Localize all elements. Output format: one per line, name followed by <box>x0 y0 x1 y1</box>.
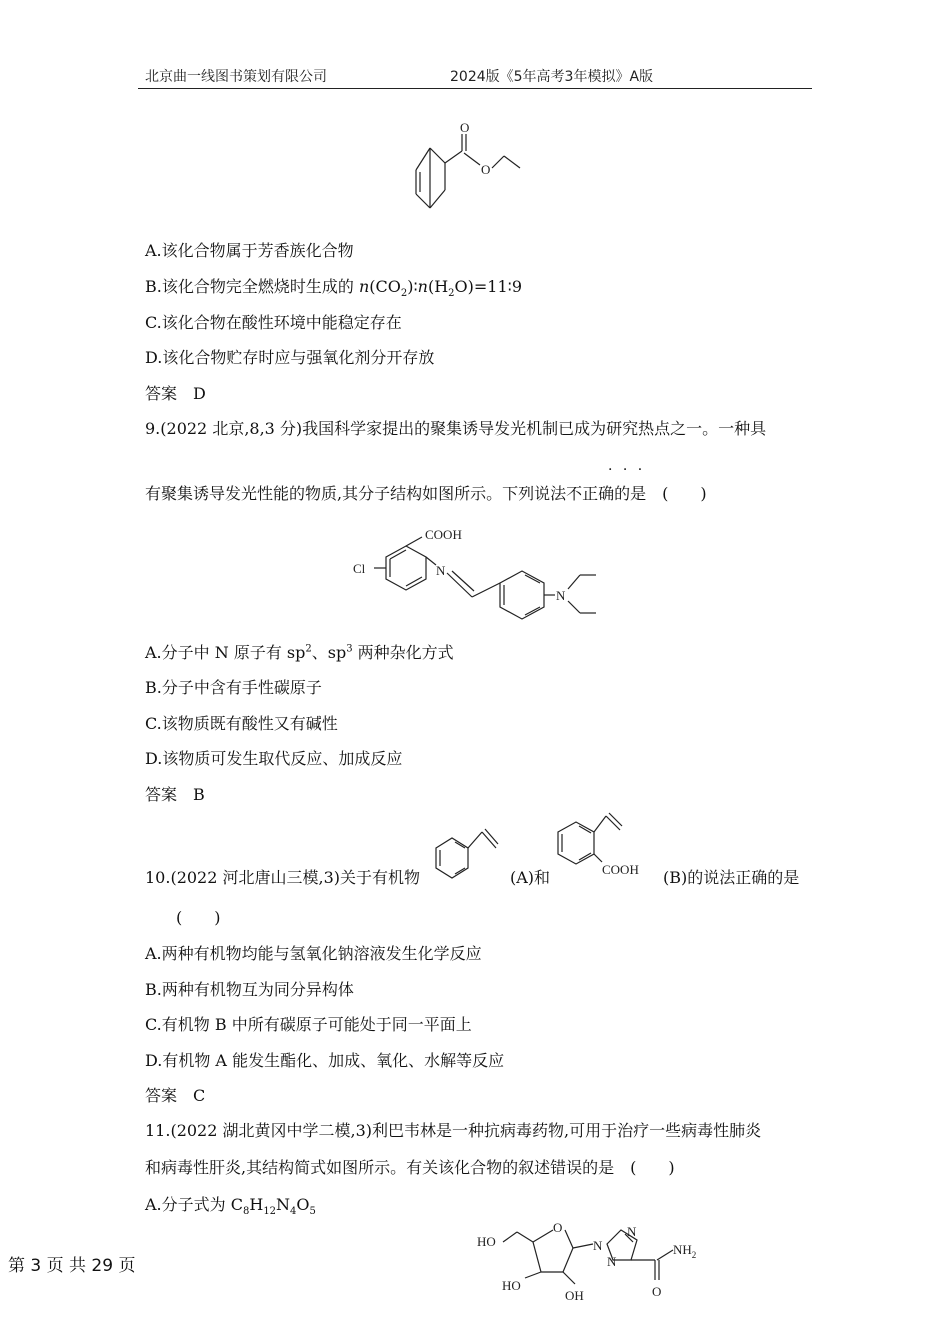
q9-mol-amine-n: N <box>556 588 566 603</box>
q11-mol-nh2: $NH_2$ <box>673 1242 697 1260</box>
q8-molecule-diagram <box>400 118 540 222</box>
q9-mol-cooh: COOH <box>425 527 462 542</box>
q11-option-a: A.分子式为 $C_8H_{12}N_4O_5$ <box>145 1195 316 1218</box>
header-rule <box>138 88 812 89</box>
q8-option-d: D.该化合物贮存时应与强氧化剂分开存放 <box>145 348 435 367</box>
q11-mol-n1: N <box>593 1238 603 1253</box>
q11-mol-n2: N <box>627 1224 637 1239</box>
q11-mol-amide-o: O <box>652 1284 662 1299</box>
q10-stem-a: (A)和 <box>510 868 551 887</box>
q9-answer: 答案 B <box>145 785 205 804</box>
q9-mol-imine-n: N <box>436 563 446 578</box>
q10-option-c: C.有机物 B 中所有碳原子可能处于同一平面上 <box>145 1015 472 1034</box>
q10-mol-b-cooh: COOH <box>602 862 639 877</box>
q11-mol-n3: N <box>607 1254 617 1269</box>
q9-stem-line2: 有聚集诱导发光性能的物质,其分子结构如图所示。下列说法不正确的是 ( ) <box>145 484 707 503</box>
q10-molecule-b-diagram <box>552 812 657 886</box>
q8-option-c: C.该化合物在酸性环境中能稳定存在 <box>145 313 402 332</box>
q10-stem-b: (B)的说法正确的是 <box>663 868 800 887</box>
q11-stem-line2: 和病毒性肝炎,其结构简式如图所示。有关该化合物的叙述错误的是 ( ) <box>145 1158 675 1177</box>
header-company: 北京曲一线图书策划有限公司 <box>145 69 327 85</box>
q9-option-a: A.分子中 N 原子有 $sp^2$、$sp^3$ 两种杂化方式 <box>145 643 454 662</box>
q9-emphasis-dots: · · · <box>608 462 646 478</box>
q11-mol-oh: OH <box>565 1288 584 1303</box>
q10-answer-paren: ( ) <box>176 908 221 927</box>
q9-option-d: D.该物质可发生取代反应、加成反应 <box>145 749 403 768</box>
q9-mol-cl: Cl <box>353 561 366 576</box>
q8-answer: 答案 D <box>145 384 206 403</box>
q11-molecule-diagram <box>475 1220 715 1319</box>
q11-mol-ring-o: O <box>553 1220 563 1235</box>
q11-stem-line1: 11.(2022 湖北黄冈中学二模,3)利巴韦林是一种抗病毒药物,可用于治疗一些病毒性肺炎 <box>145 1121 762 1140</box>
q10-option-b: B.两种有机物互为同分异构体 <box>145 980 354 999</box>
q8-mol-carbonyl-o: O <box>460 120 470 135</box>
q8-option-b: B.该化合物完全燃烧时生成的 $n(CO_2)∶n(H_2O)=11∶9$ <box>145 277 522 300</box>
q9-option-c: C.该物质既有酸性又有碱性 <box>145 714 338 733</box>
q11-mol-ho-bottom: HO <box>502 1278 521 1293</box>
q8-mol-ester-o: O <box>481 162 491 177</box>
q10-option-a: A.两种有机物均能与氢氧化钠溶液发生化学反应 <box>145 944 482 963</box>
q9-option-b: B.分子中含有手性碳原子 <box>145 678 322 697</box>
page-number-footer: 第 3 页 共 29 页 <box>8 1256 136 1276</box>
q9-molecule-diagram <box>350 525 610 624</box>
q10-stem-pre: 10.(2022 河北唐山三模,3)关于有机物 <box>145 868 421 887</box>
q9-stem-line1: 9.(2022 北京,8,3 分)我国科学家提出的聚集诱导发光机制已成为研究热点之一。一种具 <box>145 419 767 438</box>
header-book-title: 2024版《5年高考3年模拟》A版 <box>450 69 654 85</box>
q8-option-a: A.该化合物属于芳香族化合物 <box>145 241 354 260</box>
q10-option-d: D.有机物 A 能发生酯化、加成、氧化、水解等反应 <box>145 1051 505 1070</box>
q11-mol-ho-top: HO <box>477 1234 496 1249</box>
q10-answer: 答案 C <box>145 1086 206 1105</box>
q10-molecule-a-diagram <box>428 826 503 892</box>
